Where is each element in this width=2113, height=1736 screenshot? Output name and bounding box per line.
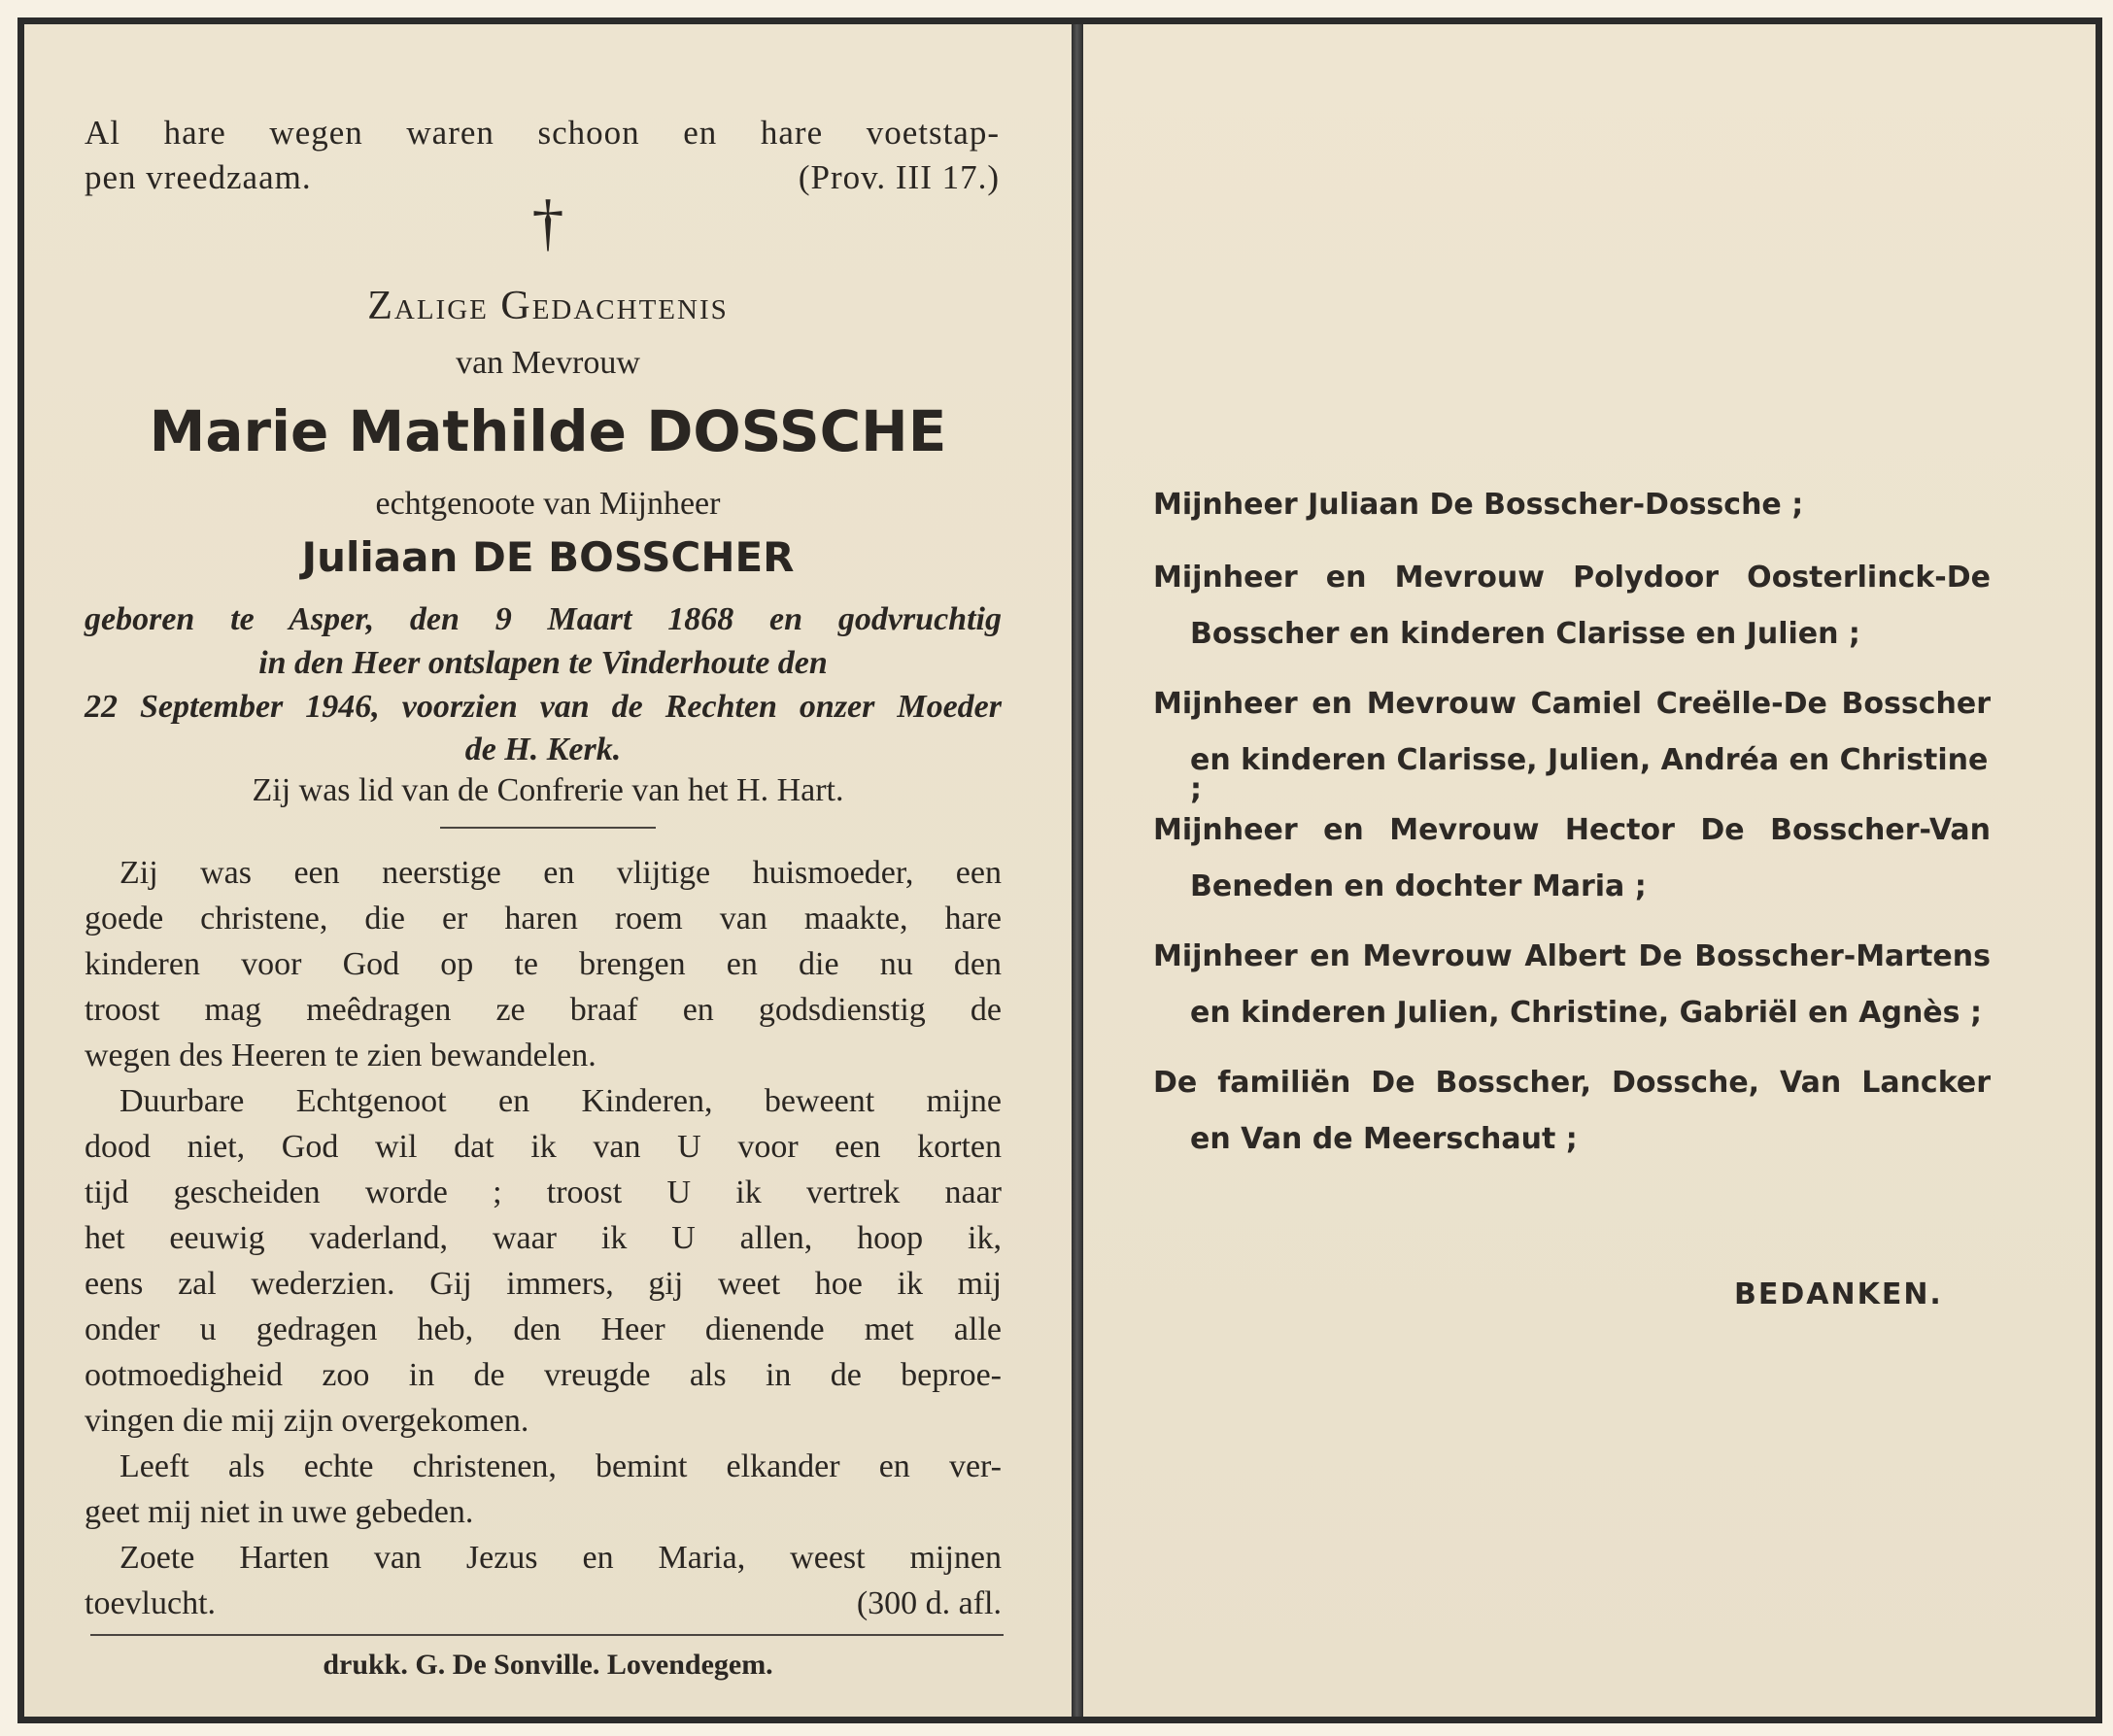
body-line: eens zal wederzien. Gij immers, gij weet hoe ik mij bbox=[85, 1266, 1002, 1302]
membership-line: Zij was lid van de Confrerie van het H. Hart. bbox=[252, 772, 844, 808]
epigraph-line-1: Al hare wegen waren schoon en hare voetstap- bbox=[85, 114, 1000, 152]
birth-line-4: de H. Kerk. bbox=[464, 732, 622, 767]
family-line: en kinderen Julien, Christine, Gabriël en Agnès ; bbox=[1190, 996, 1982, 1030]
family-line: Mijnheer en Mevrouw Camiel Creëlle-De Bosscher bbox=[1153, 687, 1991, 721]
body-line: goede christene, die er haren roem van maakte, hare bbox=[85, 901, 1002, 936]
epigraph-reference: (Prov. III 17.) bbox=[798, 158, 1000, 196]
spouse-label: echtgenoote van Mijnheer bbox=[375, 486, 721, 522]
family-line: Mijnheer en Mevrouw Polydoor Oosterlinck-De bbox=[1153, 561, 1991, 595]
card-title: Zalige Gedachtenis bbox=[367, 284, 729, 328]
birth-line-1: geboren te Asper, den 9 Maart 1868 en godvruchtig bbox=[85, 601, 1002, 637]
body-line: troost mag meêdragen ze braaf en godsdienstig de bbox=[85, 992, 1002, 1028]
of-mrs-label: van Mevrouw bbox=[456, 345, 640, 381]
family-entry-5 bbox=[1153, 939, 1991, 1030]
body-line: ootmoedigheid zoo in de vreugde als in de beproe- bbox=[85, 1357, 1002, 1393]
family-entry-6 bbox=[1153, 1066, 1991, 1156]
body-line: kinderen voor God op te brengen en die nu den bbox=[85, 946, 1002, 982]
family-line: De familiën De Bosscher, Dossche, Van Lancker bbox=[1153, 1066, 1991, 1100]
family-line: en kinderen Clarisse, Julien, Andréa en Christine ; bbox=[1190, 743, 1989, 806]
family-line: Mijnheer Juliaan De Bosscher-Dossche ; bbox=[1153, 488, 1804, 522]
birth-line-3: 22 September 1946, voorzien van de Rechten onzer Moeder bbox=[85, 689, 1002, 725]
memorial-card bbox=[17, 17, 2102, 1723]
body-line: wegen des Heeren te zien bewandelen. bbox=[85, 1038, 596, 1073]
indulgence-note: (300 d. afl. bbox=[856, 1585, 1002, 1621]
card-fold bbox=[1072, 24, 1083, 1717]
body-line: tijd gescheiden worde ; troost U ik vertrek naar bbox=[85, 1174, 1002, 1210]
family-line: Beneden en dochter Maria ; bbox=[1190, 869, 1647, 903]
body-line: onder u gedragen heb, den Heer dienende met alle bbox=[85, 1311, 1002, 1347]
family-line: Mijnheer en Mevrouw Hector De Bosscher-Van bbox=[1153, 813, 1991, 847]
body-line: Leeft als echte christenen, bemint elkander en ver- bbox=[119, 1448, 1002, 1484]
cross-icon: † bbox=[531, 187, 564, 258]
printer-credit: drukk. G. De Sonville. Lovendegem. bbox=[323, 1649, 773, 1681]
body-line: vingen die mij zijn overgekomen. bbox=[85, 1403, 529, 1439]
divider bbox=[440, 827, 656, 829]
family-line: Bosscher en kinderen Clarisse en Julien ; bbox=[1190, 617, 1860, 651]
family-line: Mijnheer en Mevrouw Albert De Bosscher-Martens bbox=[1153, 939, 1991, 973]
epigraph-text: pen vreedzaam. bbox=[85, 158, 312, 196]
family-entry-1 bbox=[1153, 488, 1991, 522]
footer-rule bbox=[90, 1634, 1004, 1636]
family-entry-4 bbox=[1153, 813, 1991, 903]
family-entry-2 bbox=[1153, 563, 1991, 649]
family-entry-3 bbox=[1153, 687, 1991, 806]
deceased-name: Marie Mathilde DOSSCHE bbox=[149, 398, 947, 464]
left-page bbox=[24, 24, 1072, 1717]
body-line: Duurbare Echtgenoot en Kinderen, beweent mijne bbox=[119, 1083, 1002, 1119]
body-line: het eeuwig vaderland, waar ik U allen, hoop ik, bbox=[85, 1220, 1002, 1256]
body-line: dood niet, God wil dat ik van U voor een korten bbox=[85, 1129, 1002, 1165]
family-line: en Van de Meerschaut ; bbox=[1190, 1122, 1578, 1156]
body-last-line bbox=[85, 1581, 1002, 1626]
thanks-text: BEDANKEN. bbox=[1734, 1277, 1943, 1311]
spouse-name: Juliaan DE BOSSCHER bbox=[301, 533, 795, 581]
body-line: geet mij niet in uwe gebeden. bbox=[85, 1494, 474, 1530]
body-text bbox=[85, 850, 1002, 1626]
body-line: Zij was een neerstige en vlijtige huismoeder, een bbox=[119, 855, 1002, 891]
body-line: Zoete Harten van Jezus en Maria, weest mijnen bbox=[119, 1540, 1002, 1576]
body-last-text: toevlucht. bbox=[85, 1585, 217, 1621]
birth-line-2: in den Heer ontslapen te Vinderhoute den bbox=[258, 645, 828, 681]
